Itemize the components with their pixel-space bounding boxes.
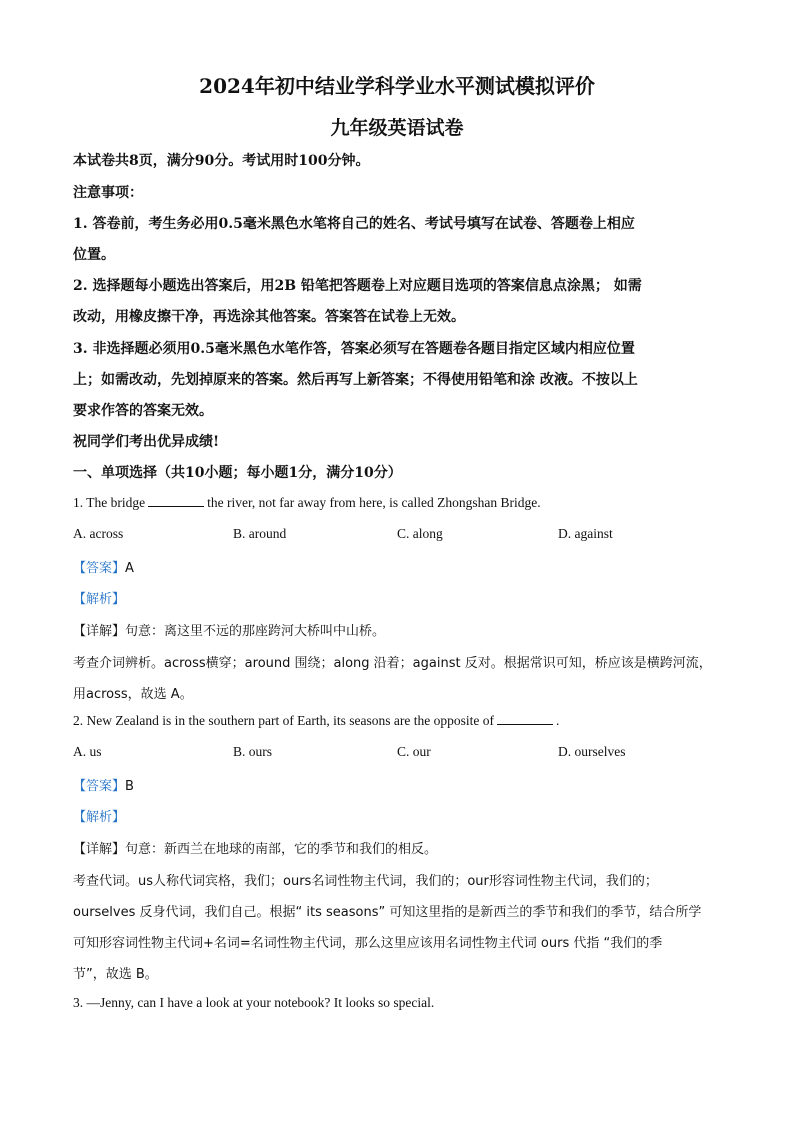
notice-2-line-2: 改动，用橡皮擦干净，再选涂其他答案。答案答在试卷上无效。 [73, 309, 465, 325]
notice-2-line-1: 2. 选择题每小题选出答案后，用2B 铅笔把答题卷上对应题目选项的答案信息点涂黑； 如需 [73, 278, 642, 294]
answer-blank [148, 495, 204, 507]
question-1-answer: 【答案】A [73, 561, 134, 576]
question-1-option-a: A. across [73, 526, 124, 541]
question-2-answer-value: B [125, 779, 134, 794]
question-2-explain-line-2: ourselves 反身代词，我们自己。根据“ its seasons” 可知这里指的是新西兰的季节和我们的季节，结合所学 [73, 905, 702, 920]
question-2-option-b: B. ours [233, 744, 273, 759]
page-subtitle: 九年级英语试卷 [330, 117, 464, 139]
notice-3-line-1: 3. 非选择题必须用0.5毫米黑色水笔作答，答案必须写在答题卷各题目指定区域内相应位置 [73, 341, 635, 357]
section-heading: 一、单项选择（共10小题；每小题1分，满分10分） [73, 465, 402, 481]
question-2-answer: 【答案】B [73, 779, 134, 794]
question-2-detail: 【详解】句意：新西兰在地球的南部，它的季节和我们的相反。 [73, 842, 438, 857]
question-1-answer-value: A [125, 561, 134, 576]
question-2-stem-end: . [556, 713, 560, 728]
notice-3-line-2: 上；如需改动，先划掉原来的答案。然后再写上新答案；不得使用铅笔和涂 改液。不按以上 [73, 372, 638, 388]
question-2-option-c: C. our [397, 744, 431, 759]
question-2-explain-line-3: 可知形容词性物主代词+名词=名词性物主代词，那么这里应该用名词性物主代词 ours 代指 “我们的季 [73, 936, 663, 951]
question-1-detail: 【详解】句意：离这里不远的那座跨河大桥叫中山桥。 [73, 624, 386, 639]
question-1-option-d: D. against [558, 526, 613, 541]
question-1-stem-start: 1. The bridge [73, 495, 146, 510]
notice-1-line-2: 位置。 [73, 247, 115, 263]
answer-blank [497, 713, 553, 725]
notice-3-line-3: 要求作答的答案无效。 [73, 403, 213, 419]
question-2-stem [73, 713, 723, 729]
question-1-detail-text: 句意：离这里不远的那座跨河大桥叫中山桥。 [125, 624, 386, 639]
question-2-option-d: D. ourselves [558, 744, 626, 759]
question-1-analysis-label: 【解析】 [73, 592, 126, 607]
question-3-stem: 3. —Jenny, can I have a look at your notebook? It looks so special. [73, 995, 435, 1010]
notice-heading: 注意事项： [73, 185, 143, 201]
question-1-option-b: B. around [233, 526, 287, 541]
question-1-stem-end: the river, not far away from here, is called Zhongshan Bridge. [207, 495, 541, 510]
question-2-stem-start: 2. New Zealand is in the southern part of Earth, its seasons are the opposite of [73, 713, 495, 728]
question-2-analysis-label: 【解析】 [73, 810, 126, 825]
question-2-explain-line-1: 考查代词。us人称代词宾格，我们；ours名词性物主代词，我们的；our形容词性物主代词，我们的； [73, 874, 658, 889]
wish-text: 祝同学们考出优异成绩! [73, 434, 220, 450]
page-title: 2024年初中结业学科学业水平测试模拟评价 [199, 74, 595, 98]
question-1-stem [73, 495, 723, 511]
notice-1-line-1: 1. 答卷前，考生务必用0.5毫米黑色水笔将自己的姓名、考试号填写在试卷、答题卷上相应 [73, 216, 635, 232]
question-2-explain-line-4: 节”，故选 B。 [73, 967, 158, 982]
question-2-detail-text: 句意：新西兰在地球的南部，它的季节和我们的相反。 [125, 842, 438, 857]
question-1-explain-line-1: 考查介词辨析。across横穿；around 围绕；along 沿着；against 反对。根据常识可知，桥应该是横跨河流， [73, 656, 712, 671]
question-2-option-a: A. us [73, 744, 102, 759]
exam-info: 本试卷共8页，满分90分。考试用时100分钟。 [73, 153, 370, 169]
question-1-explain-line-2: 用across，故选 A。 [73, 687, 193, 702]
question-1-option-c: C. along [397, 526, 443, 541]
